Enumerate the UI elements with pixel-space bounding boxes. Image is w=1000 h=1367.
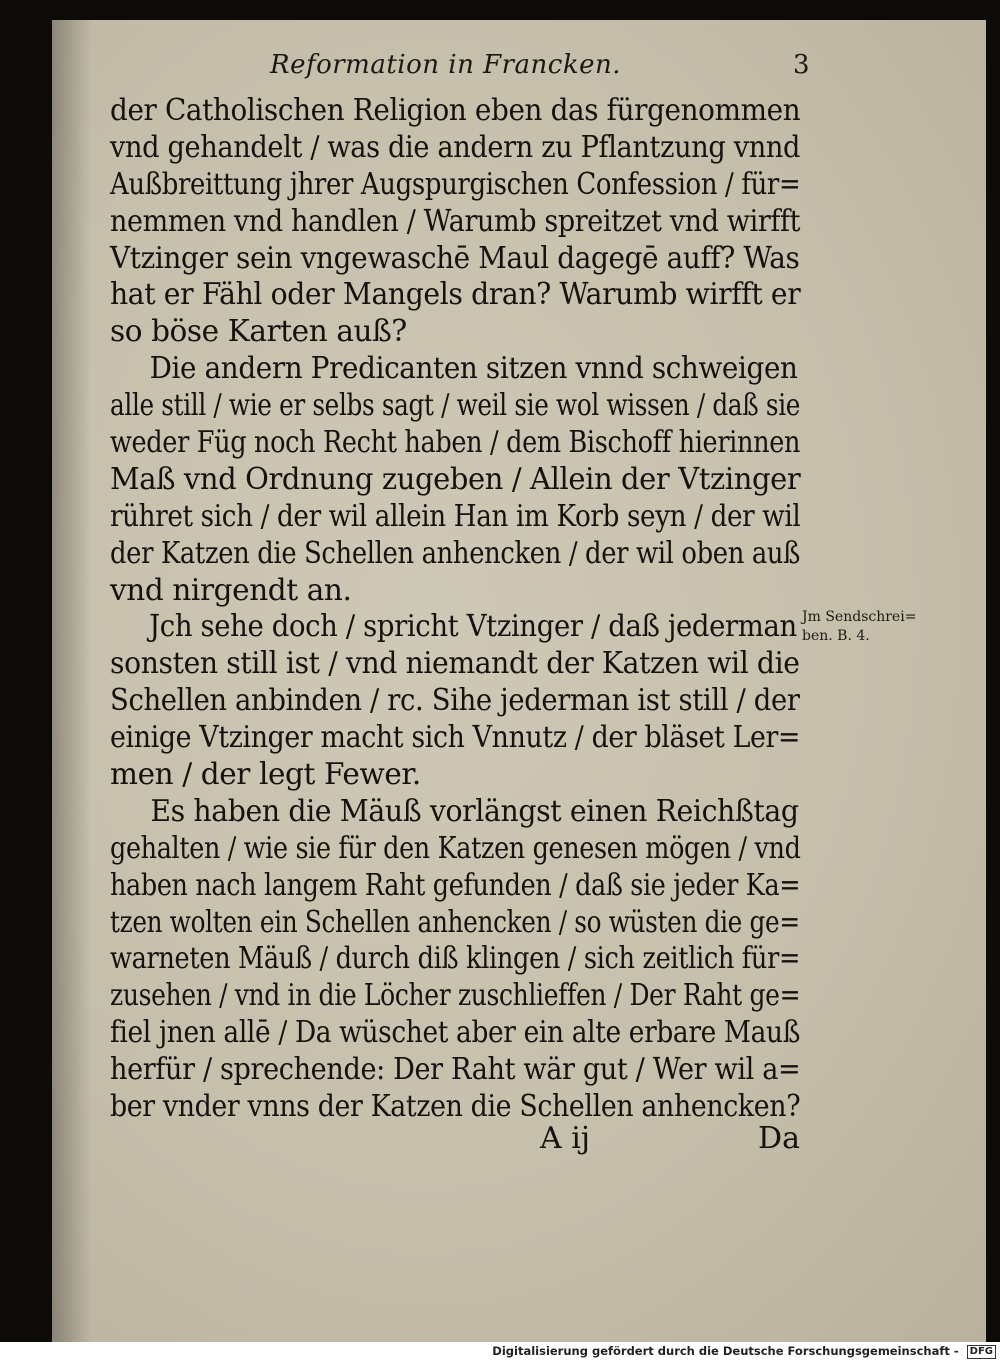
marginal-note-line: ben. B. 4. <box>802 628 870 644</box>
text-line: Außbreittung jhrer Augspurgischen Confession / für= <box>110 166 801 201</box>
text-line: ber vnder vnns der Katzen die Schellen anhencken? <box>110 1089 801 1124</box>
text-line: sonsten still ist / vnd niemandt der Katzen wil die <box>110 646 800 681</box>
text-line: rühret sich / der wil allein Han im Korb seyn / der wil <box>110 498 801 533</box>
marginal-note-line: Jm Sendschrei= <box>802 609 917 625</box>
running-title: Reformation in Francken. <box>270 50 622 80</box>
text-line: Vtzinger sein vngewaschē Maul dagegē auff? Was <box>110 240 800 275</box>
body-text <box>110 92 800 1125</box>
text-line: vnd nirgendt an. <box>110 572 352 607</box>
page-number: 3 <box>792 50 810 80</box>
text-line: Es haben die Mäuß vorlängst einen Reichßtag <box>150 793 799 828</box>
text-line: nemmen vnd handlen / Warumb spreitzet vnd wirfft <box>110 203 801 238</box>
page-footer <box>110 1121 800 1161</box>
text-line: warneten Mäuß / durch diß klingen / sich zeitlich für= <box>110 941 801 976</box>
text-line: fiel jnen allē / Da wüschet aber ein alte erbare Mauß <box>110 1015 801 1050</box>
text-line: hat er Fähl oder Mangels dran? Warumb wirfft er <box>110 277 801 312</box>
text-line: alle still / wie er selbs sagt / weil sie wol wissen / daß sie <box>110 388 801 423</box>
running-header <box>270 50 810 84</box>
catchword: Da <box>758 1121 800 1156</box>
text-line: haben nach langem Raht gefunden / daß sie jeder Ka= <box>110 867 801 902</box>
text-line: so böse Karten auß? <box>110 314 407 349</box>
text-line: Jch sehe doch / spricht Vtzinger / daß jederman <box>149 609 797 644</box>
credit-text: Digitalisierung gefördert durch die Deutsche Forschungsgemeinschaft - <box>492 1344 959 1358</box>
text-line: men / der legt Fewer. <box>110 757 421 792</box>
text-line: vnd gehandelt / was die andern zu Pflantzung vnnd <box>110 129 801 164</box>
text-line: der Catholischen Religion eben das fürgenommen <box>110 93 801 127</box>
digitization-credit <box>0 1344 996 1366</box>
text-line: zusehen / vnd in die Löcher zuschlieffen / Der Raht ge= <box>110 978 801 1013</box>
gutter-shadow <box>52 20 92 1342</box>
text-line: Schellen anbinden / rc. Sihe jederman ist still / der <box>110 683 800 718</box>
text-line: Die andern Predicanten sitzen vnnd schweigen <box>149 351 798 386</box>
text-line: der Katzen die Schellen anhencken / der wil oben auß <box>110 535 801 570</box>
text-line: herfür / sprechende: Der Raht wär gut / Wer wil a= <box>110 1052 801 1087</box>
text-line: einige Vtzinger macht sich Vnnutz / der bläset Ler= <box>110 720 801 755</box>
text-line: gehalten / wie sie für den Katzen genesen mögen / vnd <box>110 830 801 865</box>
text-line: tzen wolten ein Schellen anhencken / so wüsten die ge= <box>110 904 800 939</box>
text-line: Maß vnd Ordnung zugeben / Allein der Vtzinger <box>110 461 801 496</box>
signature-mark: A ij <box>540 1121 591 1156</box>
marginal-note <box>802 608 952 646</box>
text-line: weder Füg noch Recht haben / dem Bischoff hierinnen <box>110 425 801 460</box>
dfg-logo: DFG <box>967 1345 996 1359</box>
